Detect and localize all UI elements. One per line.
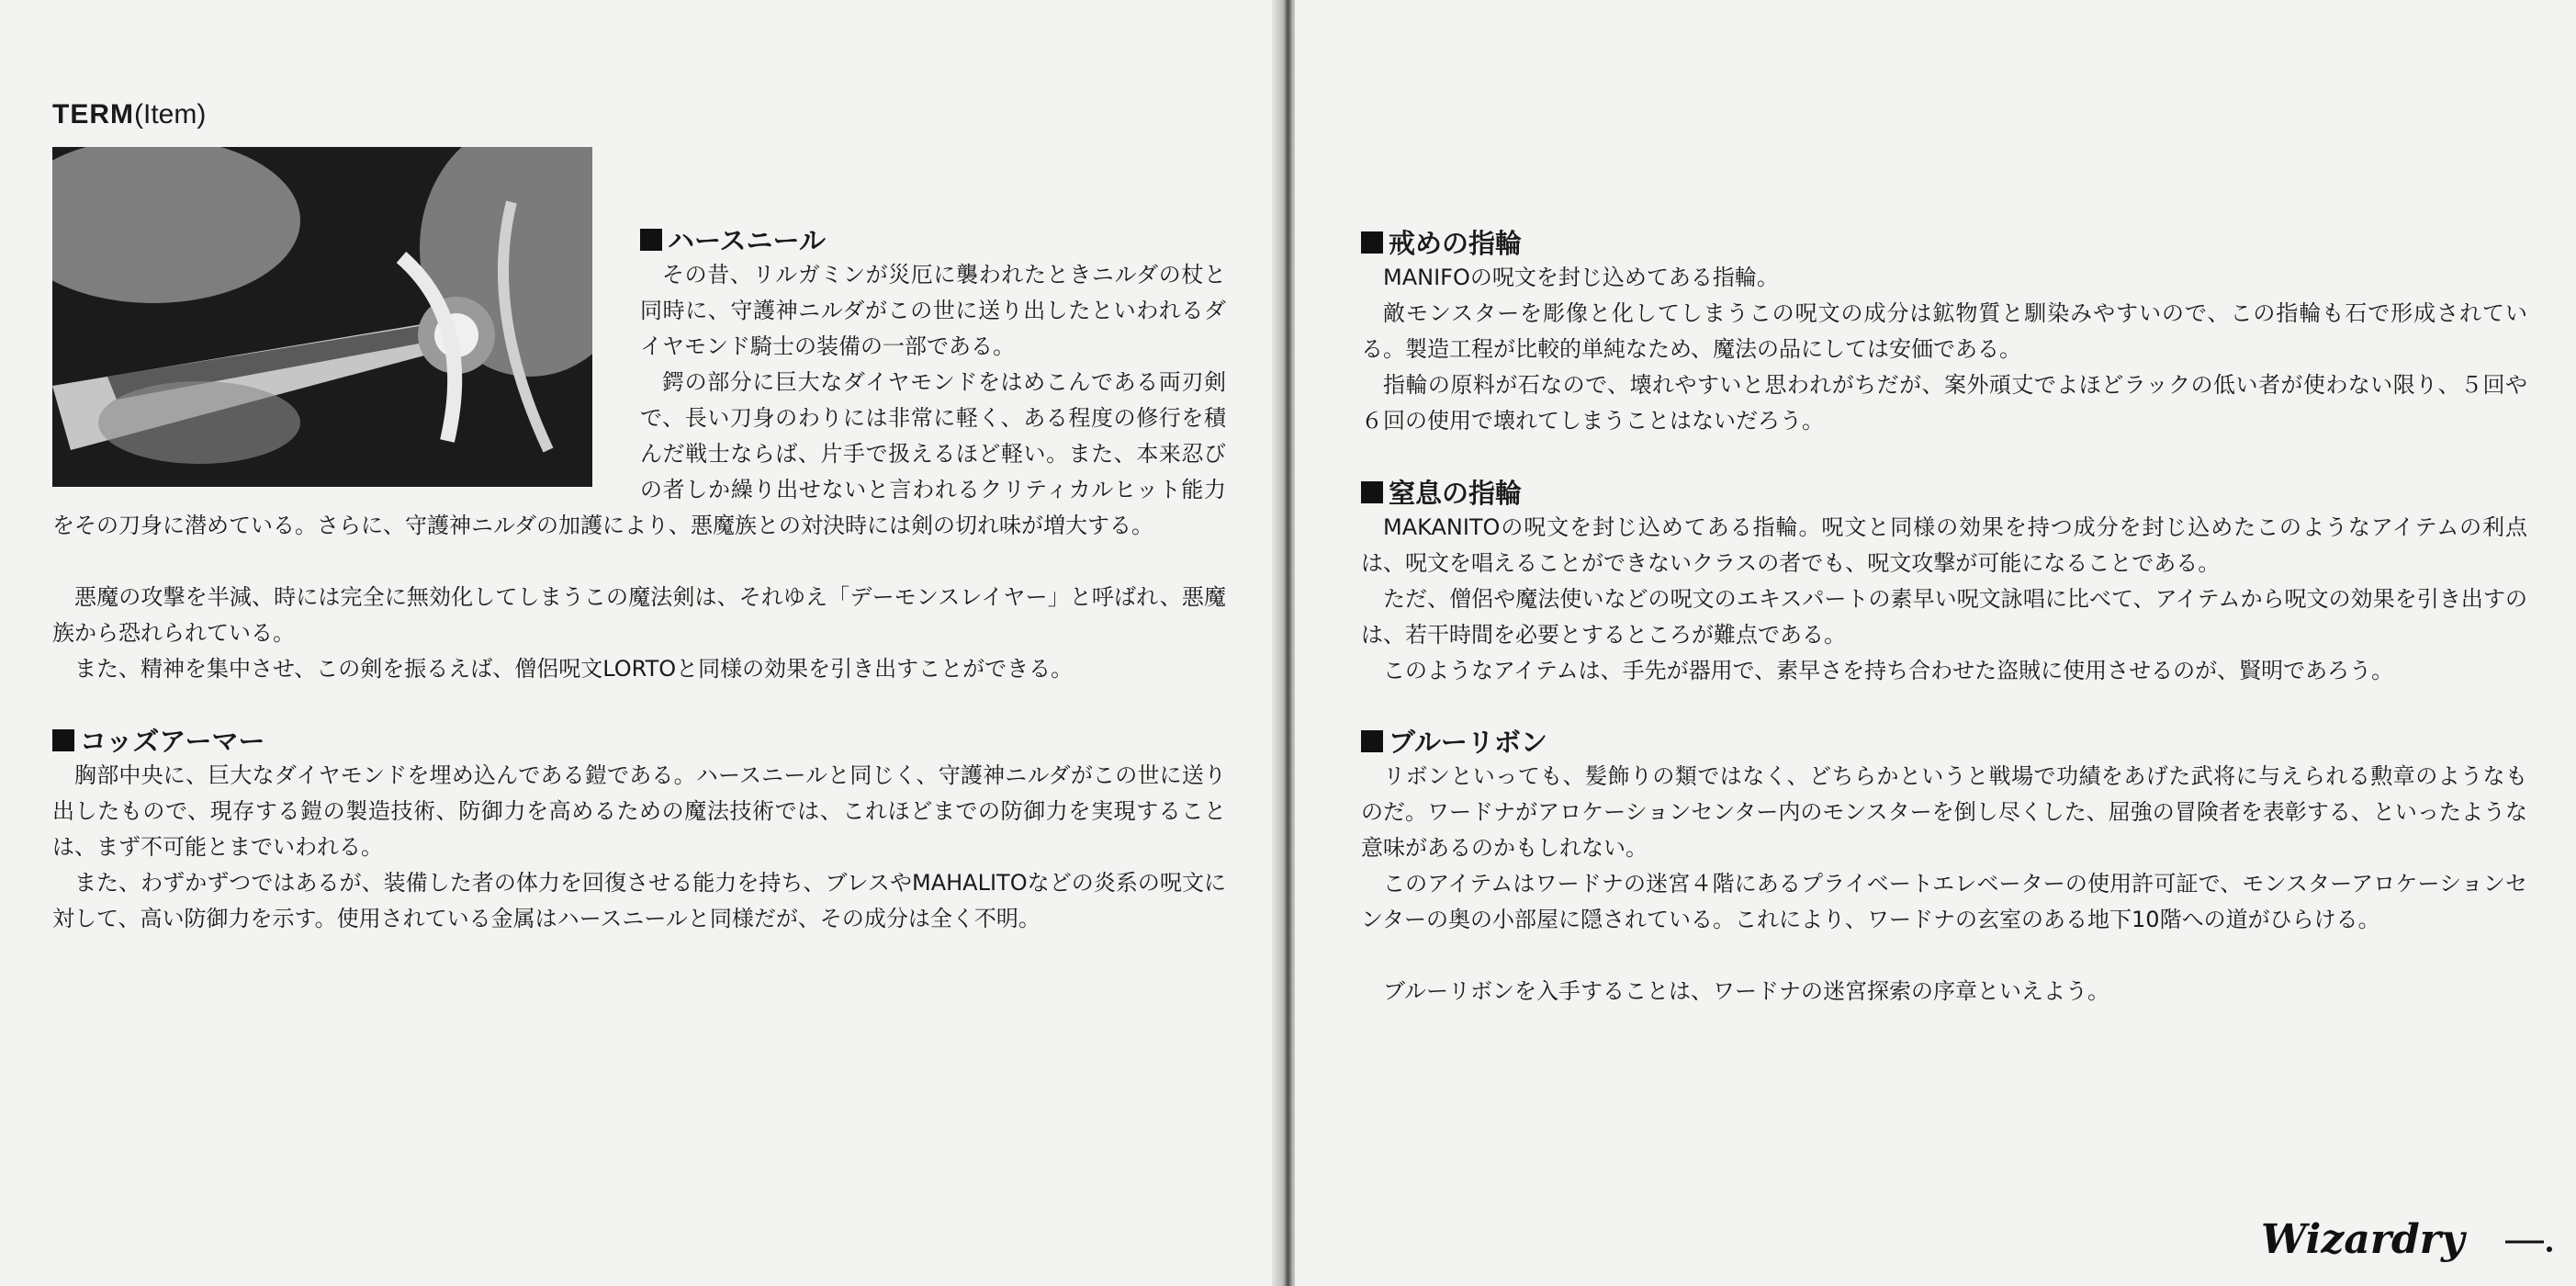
paragraph: 指輪の原料が石なので、壊れやすいと思われがちだが、案外頑丈でよほどラックの低い者が使わない限り、５回や６回の使用で壊れてしまうことはないだろう。: [1361, 372, 2527, 434]
right-page: [1295, 0, 2576, 1286]
paragraph-wrapped: 鍔の部分に巨大なダイヤモンドをはめこんである両刃剣で、長い刀身のわりには非常に軽く、ある程度の修行を積んだ戦士ならば、片手で扱えるほど軽い。また、本来忍びの者しか繰り出せないと言われるクリティカルヒット能力をその刀身に潜めている。さらに、守護神ニルダの加護により、悪魔族との対決時には剣の切れ味が増大する。: [52, 369, 1226, 538]
bullet-square-icon: [52, 729, 74, 751]
paragraph: また、精神を集中させ、この剣を振るえば、僧侶呪文LORTOと同様の効果を引き出すことができる。: [74, 656, 1074, 682]
term-header: [52, 99, 206, 130]
paragraph: その昔、リルガミンが災厄に襲われたときニルダの杖と同時に、守護神ニルダがこの世に送り出したといわれるダイヤモンド騎士の装備の一部である。: [640, 262, 1226, 359]
paragraph: ブルーリボンを入手することは、ワードナの迷宮探索の序章といえよう。: [1383, 978, 2110, 1004]
section-title-ring-of-suffocation: [1361, 473, 1522, 511]
bullet-square-icon: [1361, 481, 1383, 503]
section-title-blue-ribbon: [1361, 722, 1547, 760]
paragraph: MANIFOの呪文を封じ込めてある指輪。: [1383, 265, 1779, 290]
section-title-text: ブルーリボン: [1389, 727, 1547, 758]
bullet-square-icon: [1361, 231, 1383, 254]
paragraph: また、わずかずつではあるが、装備した者の体力を回復させる能力を持ち、ブレスやMAHALITOなどの炎系の呪文に対して、高い防御力を示す。使用されている金属はハースニールと同様だが、その成分は全く不明。: [52, 870, 1226, 931]
bullet-square-icon: [1361, 730, 1383, 752]
term-sub: (Item): [134, 99, 207, 130]
wizardry-logo: [2257, 1211, 2556, 1266]
paragraph: このアイテムはワードナの迷宮４階にあるプライベートエレベーターの使用許可証で、モンスターアロケーションセンターの奥の小部屋に隠されている。これにより、ワードナの玄室のある地下10階への道がひらける。: [1361, 871, 2527, 932]
section-title-text: 窒息の指輪: [1389, 478, 1523, 509]
paragraph: リボンといっても、髪飾りの類ではなく、どちらかというと戦場で功績をあげた武将に与えられる勲章のようなものだ。ワードナがアロケーションセンター内のモンスターを倒し尽くした、屈強の冒険者を表彰する、といったような意味があるのかもしれない。: [1361, 763, 2527, 861]
section-title-ring-of-caution: [1361, 223, 1522, 261]
section-title-text: 戒めの指輪: [1389, 228, 1523, 259]
section-title-hearthsnil: [640, 220, 826, 258]
section-title-text: コッズアーマー: [80, 726, 265, 757]
left-page: [0, 0, 1281, 1286]
section-title-cods-armor: [52, 721, 265, 759]
paragraph: 胸部中央に、巨大なダイヤモンドを埋め込んである鎧である。ハースニールと同じく、守護神ニルダがこの世に送り出したもので、現存する鎧の製造技術、防御力を高めるための魔法技術では、これほどまでの防御力を実現することは、まず不可能とまでいわれる。: [52, 762, 1226, 860]
paragraph: 敵モンスターを彫像と化してしまうこの呪文の成分は鉱物質と馴染みやすいので、この指輪も石で形成されている。製造工程が比較的単純なため、魔法の品にしては安価である。: [1361, 300, 2527, 362]
logo-text: Wizardry: [2261, 1216, 2465, 1263]
paragraph: 悪魔の攻撃を半減、時には完全に無効化してしまうこの魔法剣は、それゆえ「デーモンスレイヤー」と呼ばれ、悪魔族から恐れられている。: [52, 584, 1226, 646]
term-label: TERM: [52, 99, 134, 130]
section-title-text: ハースニール: [668, 225, 826, 256]
paragraph: このようなアイテムは、手先が器用で、素早さを持ち合わせた盗賊に使用させるのが、賢明であろう。: [1383, 658, 2394, 683]
bullet-square-icon: [640, 229, 662, 251]
paragraph: MAKANITOの呪文を封じ込めてある指輪。呪文と同様の効果を持つ成分を封じ込めたこのようなアイテムの利点は、呪文を唱えることができないクラスの者でも、呪文攻撃が可能になることである。: [1361, 514, 2527, 576]
paragraph: ただ、僧侶や魔法使いなどの呪文のエキスパートの素早い呪文詠唱に比べて、アイテムから呪文の効果を引き出すのは、若干時間を必要とするところが難点である。: [1361, 586, 2527, 648]
photo-spacer: [52, 365, 640, 508]
wrap-block: [52, 365, 1226, 544]
